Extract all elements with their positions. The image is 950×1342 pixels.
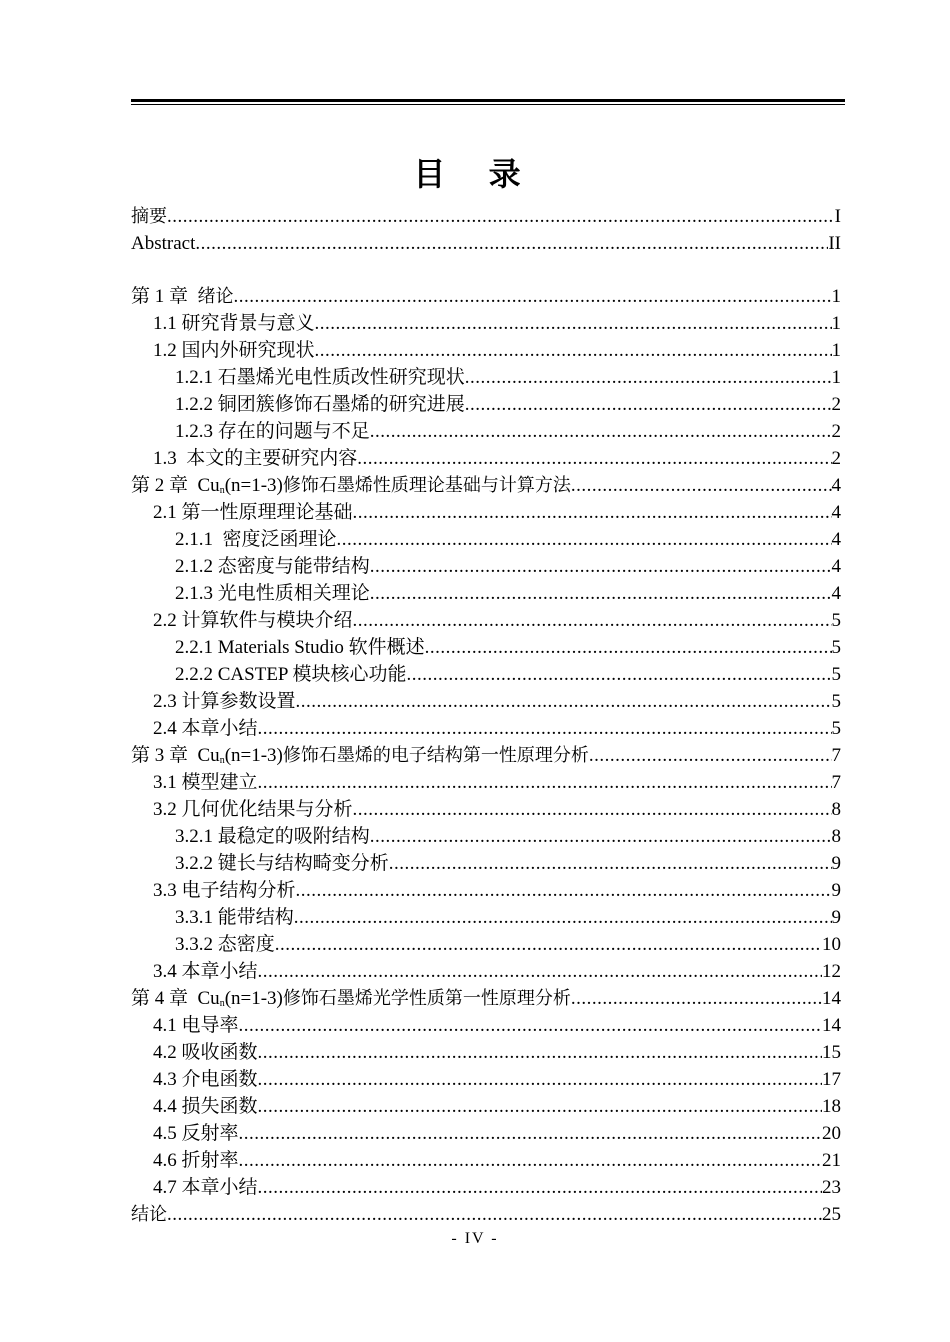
toc-label: 2.3 计算参数设置 xyxy=(153,691,296,712)
toc-leader xyxy=(465,391,832,418)
toc-entry-chapter-2[interactable] xyxy=(131,472,841,499)
toc-label: 第 4 章 $Cu_n(n=1-3)$修饰石墨烯光学性质第一性原理分析 xyxy=(131,988,571,1009)
toc-page: 1 xyxy=(831,367,841,388)
page-title: 目 录 xyxy=(413,155,537,193)
toc-page: 1 xyxy=(831,340,841,361)
toc-label: 1.2.1 石墨烯光电性质改性研究现状 xyxy=(175,367,465,388)
toc-label: 4.7 本章小结 xyxy=(153,1177,258,1198)
toc-leader xyxy=(258,1066,822,1093)
toc-entry-4-6[interactable] xyxy=(131,1147,841,1174)
toc-leader xyxy=(353,499,832,526)
toc-entry-2-4[interactable] xyxy=(131,715,841,742)
toc-label: 4.3 介电函数 xyxy=(153,1069,258,1090)
toc-entry-4-3[interactable] xyxy=(131,1066,841,1093)
toc-entry-3-4[interactable] xyxy=(131,958,841,985)
toc-label: 2.2.2 CASTEP 模块核心功能 xyxy=(175,664,407,685)
toc-leader xyxy=(275,931,822,958)
toc-page: 8 xyxy=(831,799,841,820)
toc-leader xyxy=(407,661,832,688)
toc-entry-3-3-1[interactable] xyxy=(131,904,841,931)
toc-page: 5 xyxy=(831,691,841,712)
header-rule-thick xyxy=(131,99,845,102)
toc-entry-1-2-1[interactable] xyxy=(131,364,841,391)
toc-page: 25 xyxy=(822,1204,841,1225)
toc-entry-2-2-2[interactable] xyxy=(131,661,841,688)
toc-leader xyxy=(315,310,832,337)
toc-page: 1 xyxy=(831,313,841,334)
toc-label: 3.2.2 键长与结构畸变分析 xyxy=(175,853,389,874)
toc-page: 23 xyxy=(822,1177,841,1198)
toc-page: 4 xyxy=(831,529,841,550)
toc-leader xyxy=(167,203,835,230)
toc-leader xyxy=(195,230,828,257)
toc-entry-1-1[interactable] xyxy=(131,310,841,337)
toc-page: 1 xyxy=(831,286,841,307)
toc-label: 3.3.2 态密度 xyxy=(175,934,275,955)
toc-label: 结论 xyxy=(131,1204,167,1225)
toc-leader xyxy=(357,445,831,472)
toc-label: 3.2.1 最稳定的吸附结构 xyxy=(175,826,370,847)
toc-entry-1-2-3[interactable] xyxy=(131,418,841,445)
toc-leader xyxy=(296,688,832,715)
toc-entry-2-1-2[interactable] xyxy=(131,553,841,580)
toc-entry-2-2-1[interactable] xyxy=(131,634,841,661)
toc-entry-3-3[interactable] xyxy=(131,877,841,904)
toc-label: 1.1 研究背景与意义 xyxy=(153,313,315,334)
toc-entry-2-3[interactable] xyxy=(131,688,841,715)
toc-page: 10 xyxy=(822,934,841,955)
toc-label: 1.2 国内外研究现状 xyxy=(153,340,315,361)
toc-entry-1-2-2[interactable] xyxy=(131,391,841,418)
toc-page: I xyxy=(834,206,841,227)
toc-page: 14 xyxy=(822,988,841,1009)
toc-label: 第 2 章 $Cu_n(n=1-3)$修饰石墨烯性质理论基础与计算方法 xyxy=(131,475,571,496)
toc-page: 15 xyxy=(822,1042,841,1063)
toc-page: 5 xyxy=(831,718,841,739)
toc-label: 2.2.1 Materials Studio 软件概述 xyxy=(175,637,425,658)
toc-leader xyxy=(353,796,832,823)
toc-page: 20 xyxy=(822,1123,841,1144)
toc-entry-4-2[interactable] xyxy=(131,1039,841,1066)
toc-leader xyxy=(370,823,832,850)
toc-label: 2.1.2 态密度与能带结构 xyxy=(175,556,370,577)
toc-entry-abstract-cn[interactable] xyxy=(131,203,841,230)
toc-entry-4-1[interactable] xyxy=(131,1012,841,1039)
toc-label: 2.1.3 光电性质相关理论 xyxy=(175,583,370,604)
toc-page: 2 xyxy=(831,421,841,442)
toc-page: 2 xyxy=(831,394,841,415)
toc-page: 14 xyxy=(822,1015,841,1036)
toc-leader xyxy=(571,472,832,499)
toc-label: 第 3 章 $Cu_n(n=1-3)$修饰石墨烯的电子结构第一性原理分析 xyxy=(131,745,589,766)
toc-label: 2.1.1 密度泛函理论 xyxy=(175,529,337,550)
toc-entry-4-4[interactable] xyxy=(131,1093,841,1120)
toc-entry-3-3-2[interactable] xyxy=(131,931,841,958)
table-of-contents xyxy=(131,203,841,1228)
toc-label: 2.4 本章小结 xyxy=(153,718,258,739)
toc-label: 4.1 电导率 xyxy=(153,1015,239,1036)
toc-entry-3-2-1[interactable] xyxy=(131,823,841,850)
toc-page: 5 xyxy=(831,637,841,658)
toc-entry-4-5[interactable] xyxy=(131,1120,841,1147)
toc-label: 3.4 本章小结 xyxy=(153,961,258,982)
toc-page: 9 xyxy=(831,880,841,901)
toc-leader xyxy=(258,1093,822,1120)
toc-label: 1.2.3 存在的问题与不足 xyxy=(175,421,370,442)
toc-leader xyxy=(258,1039,822,1066)
toc-leader xyxy=(370,580,832,607)
toc-leader xyxy=(370,553,832,580)
toc-leader xyxy=(465,364,832,391)
toc-label: 1.3 本文的主要研究内容 xyxy=(153,448,358,469)
toc-label: 1.2.2 铜团簇修饰石墨烯的研究进展 xyxy=(175,394,465,415)
toc-leader xyxy=(571,985,822,1012)
toc-label: 3.3.1 能带结构 xyxy=(175,907,294,928)
toc-label: 3.1 模型建立 xyxy=(153,772,258,793)
toc-leader xyxy=(167,1201,822,1228)
toc-leader xyxy=(258,1174,822,1201)
toc-entry-4-7[interactable] xyxy=(131,1174,841,1201)
toc-entry-1-3[interactable] xyxy=(131,445,841,472)
toc-page: 17 xyxy=(822,1069,841,1090)
page-number-footer: - IV - xyxy=(451,1230,499,1247)
toc-entry-abstract-en[interactable] xyxy=(131,230,841,257)
toc-entry-chapter-4[interactable] xyxy=(131,985,841,1012)
toc-leader xyxy=(239,1012,822,1039)
toc-page: 4 xyxy=(831,583,841,604)
toc-leader xyxy=(353,607,832,634)
toc-leader xyxy=(315,337,832,364)
toc-page: 4 xyxy=(831,475,841,496)
toc-page: 4 xyxy=(831,556,841,577)
toc-leader xyxy=(370,418,832,445)
toc-page: 7 xyxy=(831,745,841,766)
toc-label: 2.2 计算软件与模块介绍 xyxy=(153,610,353,631)
toc-entry-3-1[interactable] xyxy=(131,769,841,796)
toc-entry-2-1-1[interactable] xyxy=(131,526,841,553)
toc-entry-conclusion[interactable] xyxy=(131,1201,841,1228)
header-rule-thin xyxy=(131,104,845,105)
toc-label: 2.1 第一性原理理论基础 xyxy=(153,502,353,523)
toc-entry-2-1-3[interactable] xyxy=(131,580,841,607)
toc-label: 第 1 章 绪论 xyxy=(131,286,234,307)
toc-leader xyxy=(337,526,832,553)
toc-leader xyxy=(239,1147,822,1174)
toc-page: 9 xyxy=(831,853,841,874)
toc-leader xyxy=(234,283,832,310)
toc-entry-3-2-2[interactable] xyxy=(131,850,841,877)
toc-leader xyxy=(589,742,832,769)
toc-page: II xyxy=(828,233,841,254)
toc-leader xyxy=(294,904,832,931)
toc-page: 2 xyxy=(831,448,841,469)
toc-entry-chapter-1[interactable] xyxy=(131,283,841,310)
toc-page: 7 xyxy=(831,772,841,793)
toc-page: 18 xyxy=(822,1096,841,1117)
toc-leader xyxy=(258,715,832,742)
toc-leader xyxy=(239,1120,822,1147)
toc-label: 3.3 电子结构分析 xyxy=(153,880,296,901)
toc-entry-1-2[interactable] xyxy=(131,337,841,364)
toc-entry-2-1[interactable] xyxy=(131,499,841,526)
toc-label: 4.5 反射率 xyxy=(153,1123,239,1144)
toc-leader xyxy=(296,877,832,904)
toc-leader xyxy=(425,634,832,661)
toc-entry-chapter-3[interactable] xyxy=(131,742,841,769)
toc-label: 4.4 损失函数 xyxy=(153,1096,258,1117)
toc-page: 4 xyxy=(831,502,841,523)
toc-label: 3.2 几何优化结果与分析 xyxy=(153,799,353,820)
toc-page: 5 xyxy=(831,610,841,631)
toc-page: 9 xyxy=(831,907,841,928)
toc-page: 5 xyxy=(831,664,841,685)
toc-leader xyxy=(389,850,832,877)
toc-page: 8 xyxy=(831,826,841,847)
toc-entry-3-2[interactable] xyxy=(131,796,841,823)
toc-label: 摘要 xyxy=(131,206,167,227)
toc-page: 12 xyxy=(822,961,841,982)
toc-leader xyxy=(258,958,822,985)
toc-label: 4.6 折射率 xyxy=(153,1150,239,1171)
toc-label: 4.2 吸收函数 xyxy=(153,1042,258,1063)
toc-leader xyxy=(258,769,832,796)
toc-label: Abstract xyxy=(131,233,196,254)
toc-entry-2-2[interactable] xyxy=(131,607,841,634)
toc-page: 21 xyxy=(822,1150,841,1171)
